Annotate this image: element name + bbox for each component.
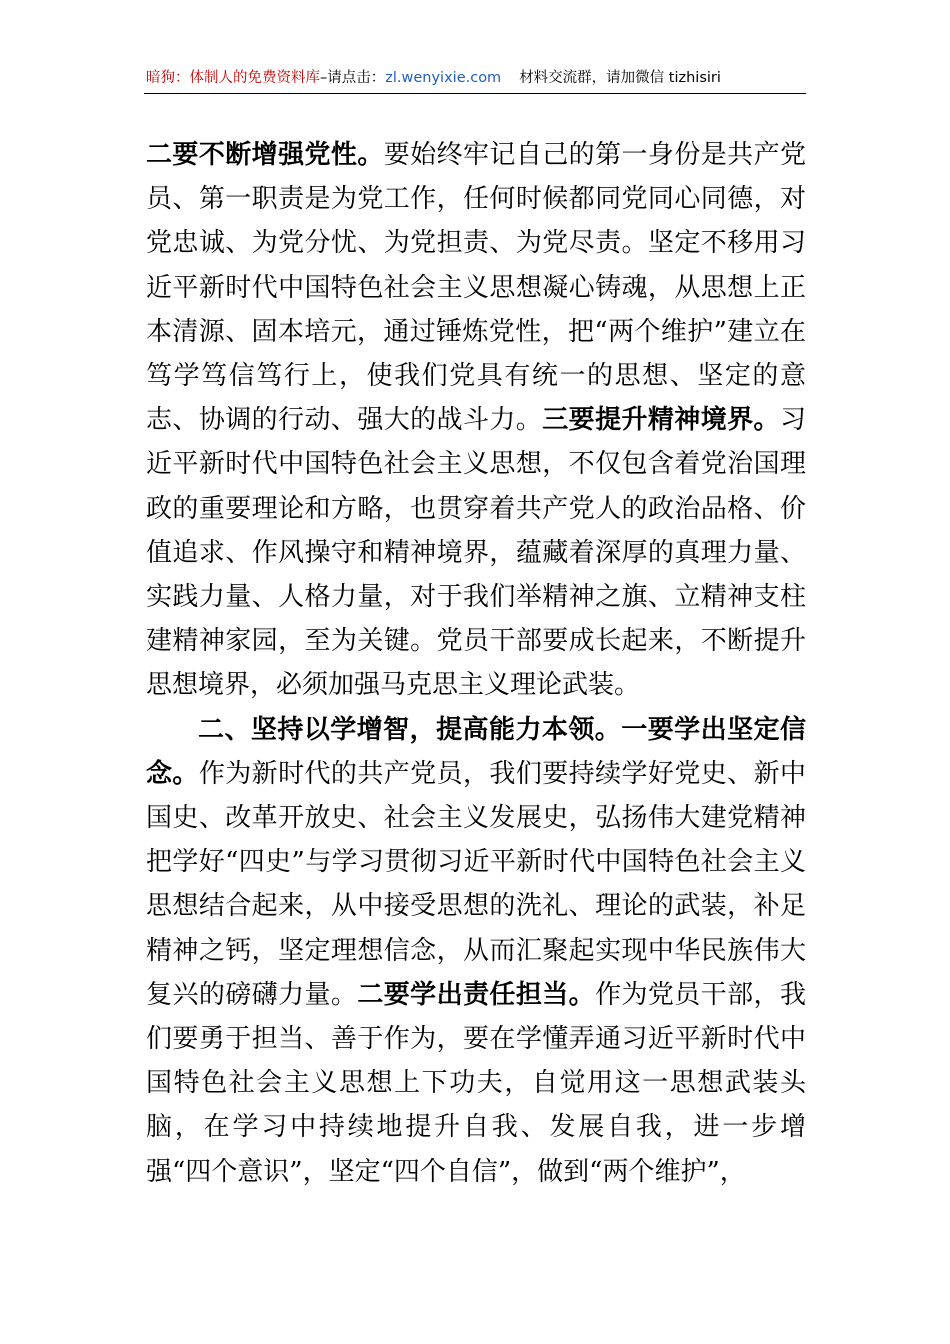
header-link[interactable]: zl.wenyixie.com	[385, 70, 502, 86]
paragraph-2-heading-1: 二、坚持以学增智，提高能力本领。一要学出坚定信念。	[146, 714, 806, 789]
paragraph-2-heading-2: 二要学出责任担当。	[357, 979, 596, 1010]
document-body	[146, 133, 806, 1194]
header-contact: 材料交流群，请加微信 tizhisiri	[519, 70, 721, 86]
paragraph-1-text-1: 要始终牢记自己的第一身份是共产党员、第一职责是为党工作，任何时候都同党同心同德，对党忠诚、为党分忧、为党担责、为党尽责。坚定不移用习近平新时代中国特色社会主义思想凝心铸魂，从思想上正本清源、固本培元，通过锤炼党性，把“两个维护”建立在笃学笃信笃行上，使我们党具有统一的思想、坚定的意志、协调的行动、强大的战斗力。	[146, 140, 806, 436]
paragraph-1	[146, 133, 806, 708]
paragraph-1-text-2: 习近平新时代中国特色社会主义思想，不仅包含着党治国理政的重要理论和方略，也贯穿着共产党人的政治品格、价值追求、作风操守和精神境界，蕴藏着深厚的真理力量、实践力量、人格力量，对于我们举精神之旗、立精神支柱建精神家园，至为关键。党员干部要成长起来，不断提升思想境界，必须加强马克思主义理论武装。	[146, 405, 806, 701]
header-prompt: –请点击：	[320, 70, 386, 86]
paragraph-2	[146, 708, 806, 1194]
page-header	[146, 68, 806, 88]
paragraph-1-heading-1: 二要不断增强党性。	[146, 140, 384, 170]
paragraph-2-text-1: 作为新时代的共产党员，我们要持续学好党史、新中国史、改革开放史、社会主义发展史，弘扬伟大建党精神把学好“四史”与学习贯彻习近平新时代中国特色社会主义思想结合起来，从中接受思想的洗礼、理论的武装，补足精神之钙，坚定理想信念，从而汇聚起实现中华民族伟大复兴的磅礴力量。	[146, 758, 806, 1010]
paragraph-1-heading-2: 三要提升精神境界。	[542, 405, 780, 436]
header-brand: 暗狗：体制人的免费资料库	[146, 70, 320, 86]
paragraph-2-text-2: 作为党员干部，我们要勇于担当、善于作为，要在学懂弄通习近平新时代中国特色社会主义思想上下功夫，自觉用这一思想武装头脑，在学习中持续地提升自我、发展自我，进一步增强“四个意识”，坚定“四个自信”，做到“两个维护”，	[146, 979, 806, 1187]
header-divider	[144, 93, 806, 94]
